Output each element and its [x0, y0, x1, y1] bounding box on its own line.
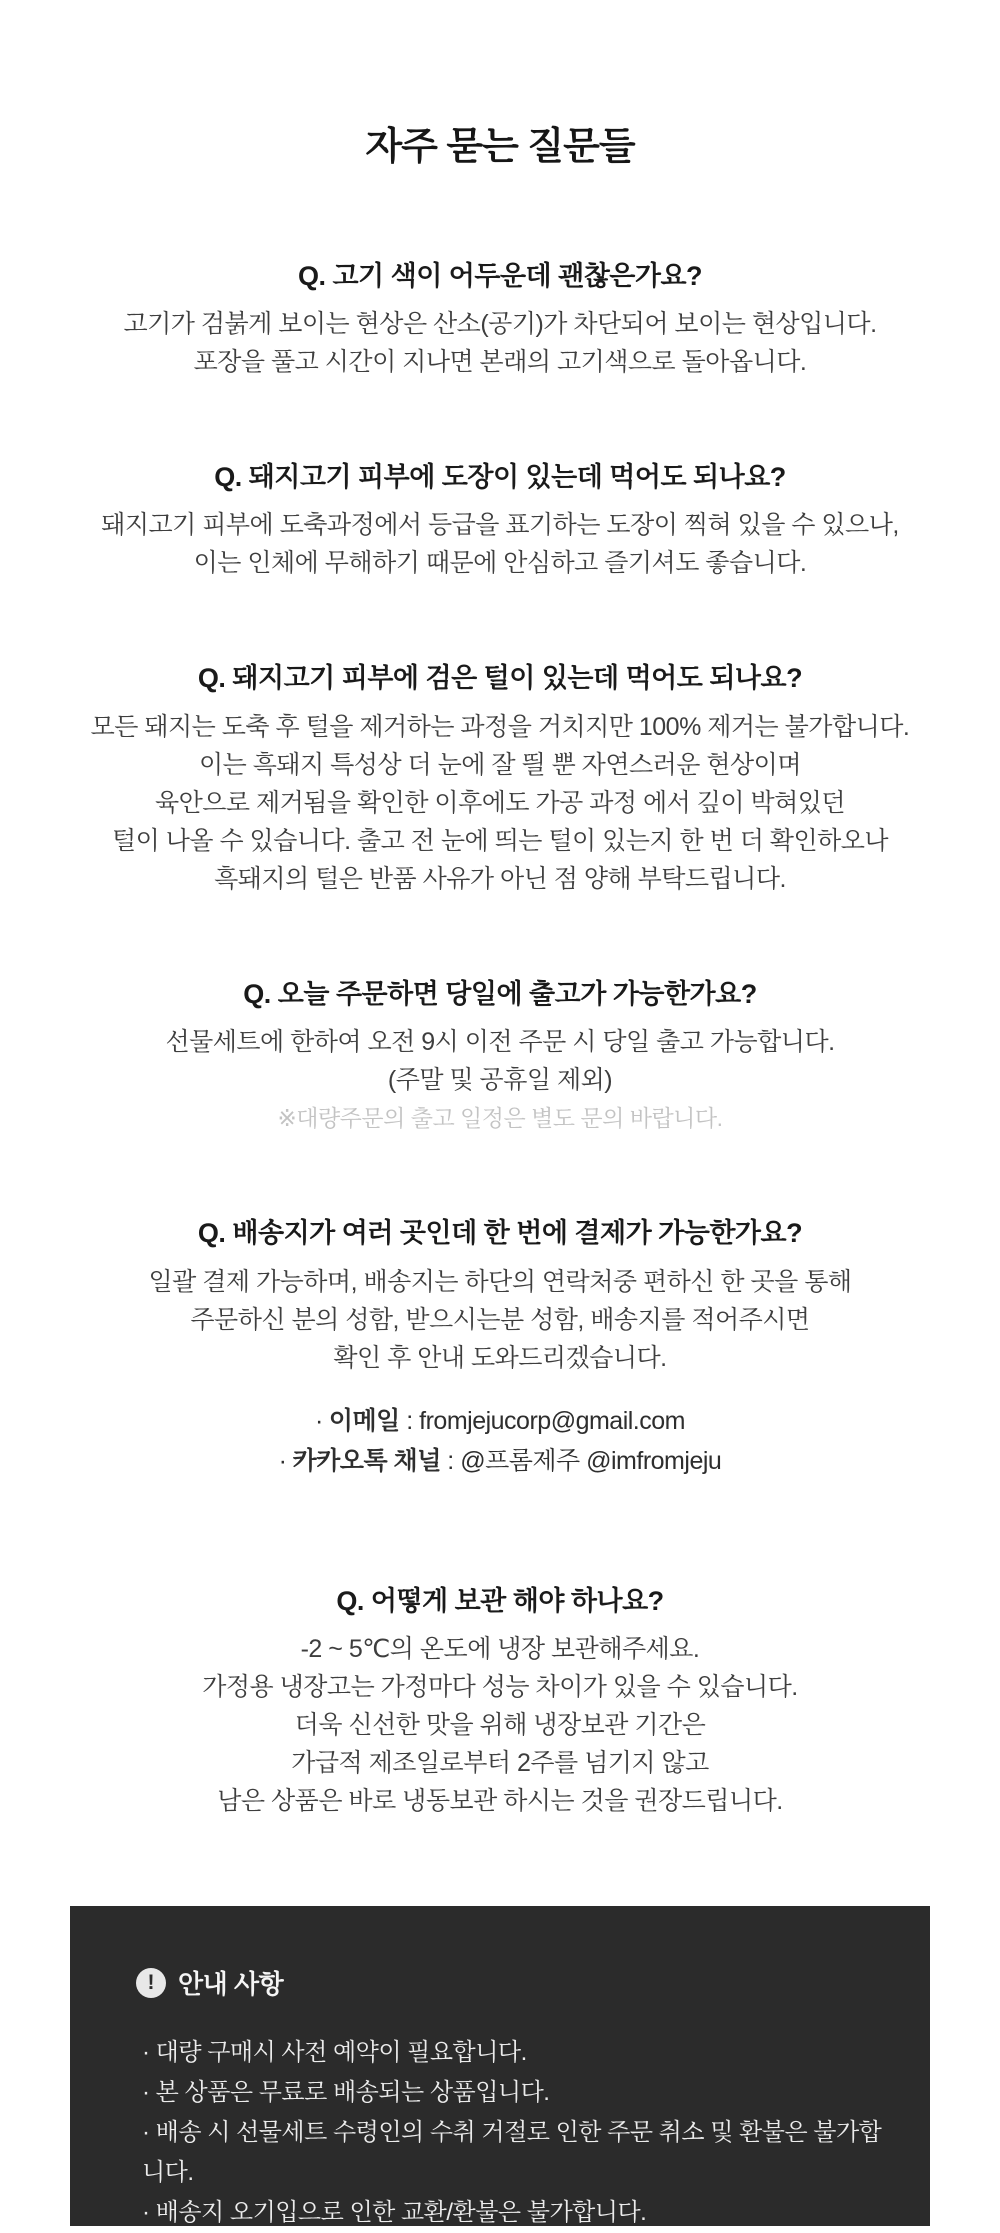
notice-list	[114, 2033, 890, 2233]
faq-question: Q. 고기 색이 어두운데 괜찮은가요?	[297, 260, 703, 291]
faq-answer-line: 남은 상품은 바로 냉동보관 하시는 것을 권장드립니다.	[217, 1787, 783, 1816]
faq-question: Q. 돼지고기 피부에 검은 털이 있는데 먹어도 되나요?	[197, 663, 803, 694]
notice-box	[70, 1906, 930, 2226]
faq-section-storage	[0, 1585, 1000, 1820]
faq-section-skin-stamp	[0, 461, 1000, 582]
faq-answer-note: ※대량주문의 출고 일정은 별도 문의 바랍니다.	[277, 1105, 723, 1132]
faq-answer-line: -2 ~ 5℃의 온도에 냉장 보관해주세요.	[300, 1635, 700, 1664]
faq-question: Q. 어떻게 보관 해야 하나요?	[336, 1585, 664, 1616]
notice-item: · 배송지 오기입으로 인한 교환/환불은 불가합니다.	[142, 2199, 647, 2227]
faq-answer-line: 흑돼지의 털은 반품 사유가 아닌 점 양해 부탁드립니다.	[214, 864, 786, 893]
faq-answer-line: 이는 흑돼지 특성상 더 눈에 잘 띌 뿐 자연스러운 현상이며	[199, 750, 801, 779]
contact-label: 카카오톡 채널	[292, 1446, 441, 1475]
faq-answer-line: 가정용 냉장고는 가정마다 성능 차이가 있을 수 있습니다.	[202, 1673, 798, 1702]
faq-answer-line: (주말 및 공휴일 제외)	[387, 1066, 613, 1095]
contact-email-value: fromjejucorp@gmail.com	[419, 1406, 685, 1435]
faq-answer-line: 가급적 제조일로부터 2주를 넘기지 않고	[291, 1749, 709, 1778]
faq-answer-line: 모든 돼지는 도축 후 털을 제거하는 과정을 거치지만 100% 제거는 불가합니다.	[90, 712, 910, 741]
faq-section-black-hair	[0, 662, 1000, 897]
faq-question: Q. 돼지고기 피부에 도장이 있는데 먹어도 되나요?	[214, 462, 786, 493]
faq-answer-line: 돼지고기 피부에 도축과정에서 등급을 표기하는 도장이 찍혀 있을 수 있으나,	[101, 511, 899, 540]
faq-section-multiple-addresses	[0, 1217, 1000, 1480]
faq-question: Q. 오늘 주문하면 당일에 출고가 가능한가요?	[243, 978, 757, 1009]
contact-list	[0, 1401, 1000, 1481]
faq-answer-line: 확인 후 안내 도와드리겠습니다.	[333, 1343, 667, 1372]
contact-line-kakao	[0, 1441, 1000, 1481]
contact-line-email	[0, 1401, 1000, 1441]
contact-separator: :	[399, 1406, 420, 1435]
faq-answer-line: 육안으로 제거됨을 확인한 이후에도 가공 과정 에서 깊이 박혀있던	[154, 788, 846, 817]
notice-title: 안내 사항	[178, 1969, 284, 2000]
faq-answer-line: 더욱 신선한 맛을 위해 냉장보관 기간은	[294, 1711, 706, 1740]
faq-answer-line: 고기가 검붉게 보이는 현상은 산소(공기)가 차단되어 보이는 현상입니다.	[123, 310, 877, 339]
contact-label: 이메일	[328, 1406, 400, 1435]
bullet-dot-icon: ·	[278, 1446, 287, 1475]
page-title: 자주 묻는 질문들	[365, 126, 635, 168]
notice-header	[136, 1964, 890, 2001]
faq-answer-line: 털이 나올 수 있습니다. 출고 전 눈에 띄는 털이 있는지 한 번 더 확인하오나	[111, 826, 889, 855]
faq-answer-line: 주문하신 분의 성함, 받으시는분 성함, 배송지를 적어주시면	[190, 1305, 810, 1334]
exclamation-circle-icon: !	[136, 1968, 166, 1998]
faq-answer-line: 선물세트에 한하여 오전 9시 이전 주문 시 당일 출고 가능합니다.	[165, 1028, 835, 1057]
faq-answer-line: 이는 인체에 무해하기 때문에 안심하고 즐기셔도 좋습니다.	[193, 549, 807, 578]
bullet-dot-icon: ·	[315, 1406, 323, 1435]
faq-section-same-day-shipping	[0, 978, 1000, 1137]
notice-item: · 대량 구매시 사전 예약이 필요합니다.	[142, 2039, 527, 2067]
contact-kakao-value: @프롬제주 @imfromjeju	[460, 1446, 722, 1475]
contact-separator: :	[440, 1446, 461, 1475]
faq-answer-line: 일괄 결제 가능하며, 배송지는 하단의 연락처중 편하신 한 곳을 통해	[148, 1267, 852, 1296]
faq-section-meat-color	[0, 260, 1000, 381]
notice-item: · 본 상품은 무료로 배송되는 상품입니다.	[142, 2079, 550, 2107]
notice-item: · 배송 시 선물세트 수령인의 수취 거절로 인한 주문 취소 및 환불은 불가합니다.	[142, 2119, 882, 2187]
faq-question: Q. 배송지가 여러 곳인데 한 번에 결제가 가능한가요?	[197, 1218, 803, 1249]
faq-answer-line: 포장을 풀고 시간이 지나면 본래의 고기색으로 돌아옵니다.	[193, 348, 807, 377]
